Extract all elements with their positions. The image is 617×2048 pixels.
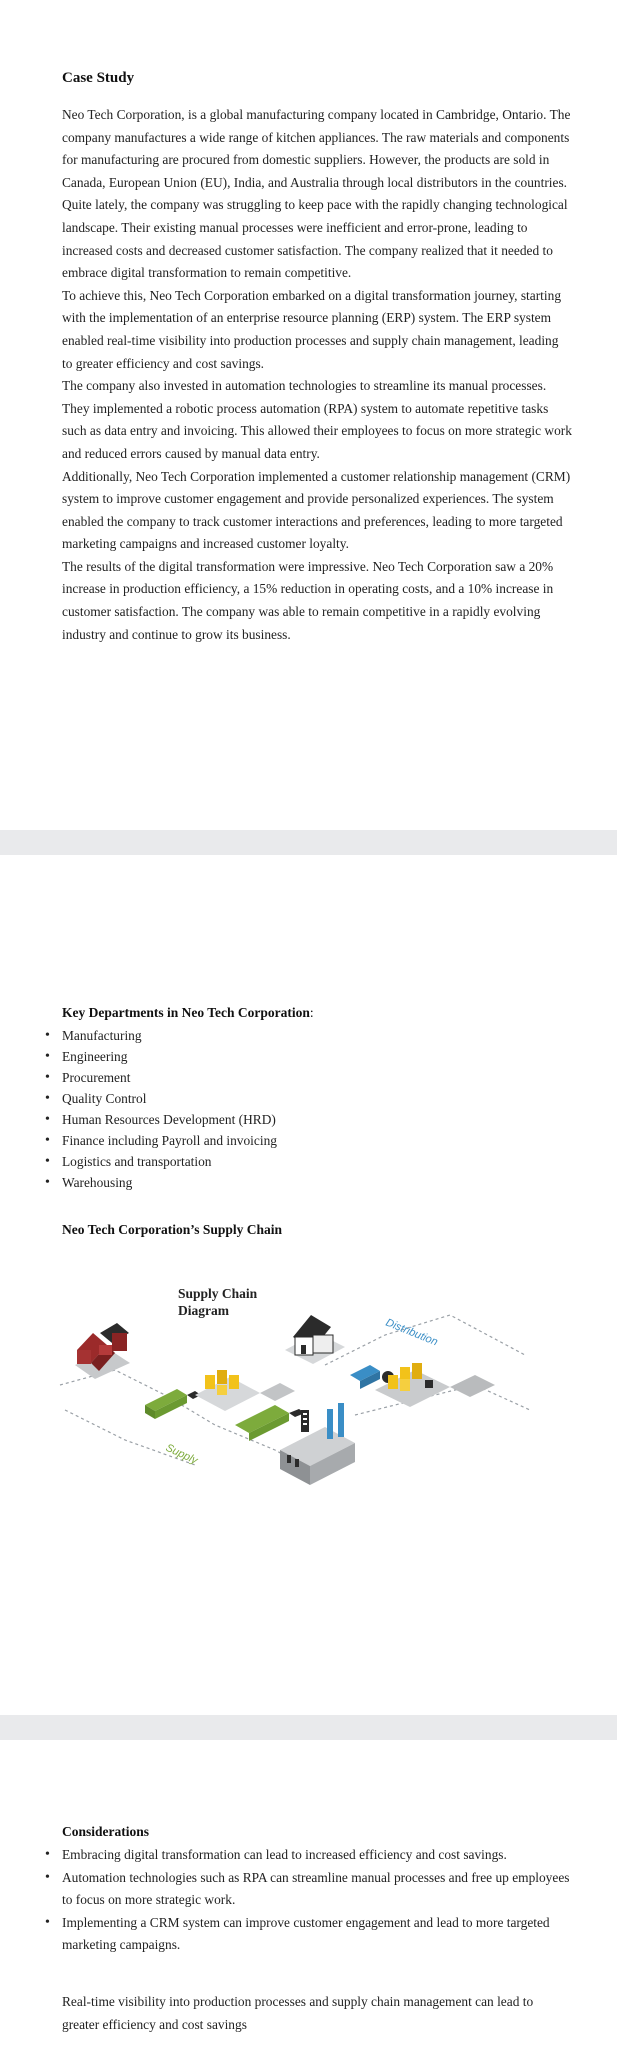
case-study-paragraph: The results of the digital transformation were impressive. Neo Tech Corporation saw a 20% increase in production efficiency, a 15% reduction in operating costs, and a 10% increase in customer satisfaction. The company was able to remain competitive in a rapidly evolving industry and continue to grow its business. (62, 558, 554, 642)
list-item: • Procurement (62, 1067, 572, 1088)
truck-icon (145, 1389, 201, 1419)
case-study-paragraph: Neo Tech Corporation, is a global manufacturing company located in Cambridge, Ontario. The company manufactures a wide range of kitchen appliances. The raw materials and components for manufacturing are procured from domestic suppliers. However, the products are sold in Canada, European Union (EU), India, and Australia through local distributors in the countries. Quite lately, the company was struggling to keep pace with the rapidly changing technological landscape. Their existing manual processes were inefficient and error-prone, leading to increased costs and decreased customer satisfaction. The company realized that it needed to embrace digital transformation to remain competitive. (62, 107, 571, 281)
page-separator (0, 1715, 617, 1740)
supply-chain-diagram (55, 1275, 535, 1505)
diagram-title-line2: Diagram (178, 1303, 229, 1318)
case-study-body (62, 104, 572, 646)
departments-title-text: Key Departments in Neo Tech Corporation (62, 1005, 310, 1020)
list-item: • Automation technologies such as RPA can streamline manual processes and free up employees to focus on more strategic work. (62, 1867, 572, 1912)
considerations-list (62, 1844, 572, 1957)
diagram-title-line1: Supply Chain (178, 1286, 258, 1301)
warehouse-boxes-icon (195, 1370, 295, 1411)
considerations-closing: Real-time visibility into production processes and supply chain management can lead to greater efficiency and cost savings (62, 1994, 534, 2032)
list-item: • Implementing a CRM system can improve customer engagement and lead to more targeted marketing campaigns. (62, 1912, 572, 1957)
page-2 (0, 855, 617, 1715)
case-study-paragraph: To achieve this, Neo Tech Corporation embarked on a digital transformation journey, starting with the implementation of an enterprise resource planning (ERP) system. The ERP system enabled real-time visibility into production processes and supply chain management, leading to greater efficiency and cost savings. (62, 287, 562, 371)
case-study-paragraph: The company also invested in automation technologies to streamline its manual processes. They implemented a robotic process automation (RPA) system to automate repetitive tasks such as data entry and invoicing. This allowed their employees to focus on more strategic work and reduced errors caused by manual data entry. (62, 378, 572, 461)
list-item: • Embracing digital transformation can lead to increased efficiency and cost savings. (62, 1844, 572, 1867)
machinery-icon (301, 1410, 309, 1432)
list-item: • Finance including Payroll and invoicing (62, 1130, 572, 1151)
departments-title (62, 1005, 314, 1021)
pallets-icon (375, 1363, 495, 1407)
considerations-title: Considerations (62, 1824, 150, 1839)
list-item: • Quality Control (62, 1088, 572, 1109)
list-item: • Human Resources Development (HRD) (62, 1109, 572, 1130)
supply-chain-title: Neo Tech Corporation’s Supply Chain (62, 1222, 283, 1237)
diagram-illustration (55, 1275, 535, 1505)
case-study-paragraph: Additionally, Neo Tech Corporation implemented a customer relationship management (CRM) system to improve customer engagement and provide personalized experiences. The system enabled the company to track customer interactions and preferences, leading to more targeted marketing campaigns and increased customer loyalty. (62, 468, 571, 552)
supply-label: Supply (163, 1441, 200, 1467)
distribution-label: Distribution (383, 1316, 440, 1349)
store-icon (285, 1315, 345, 1364)
factory-icon (280, 1403, 355, 1485)
list-item: • Warehousing (62, 1172, 572, 1193)
page-3 (0, 1740, 617, 2048)
truck-icon-2 (235, 1405, 305, 1441)
list-item: • Engineering (62, 1046, 572, 1067)
list-item: • Manufacturing (62, 1025, 572, 1046)
page-separator (0, 830, 617, 855)
page-1 (0, 0, 617, 830)
departments-title-colon: : (309, 1005, 314, 1020)
diagram-title (178, 1285, 278, 1319)
case-study-title: Case Study (62, 70, 135, 86)
departments-list (62, 1025, 572, 1193)
list-item: • Logistics and transportation (62, 1151, 572, 1172)
farm-icon (75, 1323, 130, 1379)
